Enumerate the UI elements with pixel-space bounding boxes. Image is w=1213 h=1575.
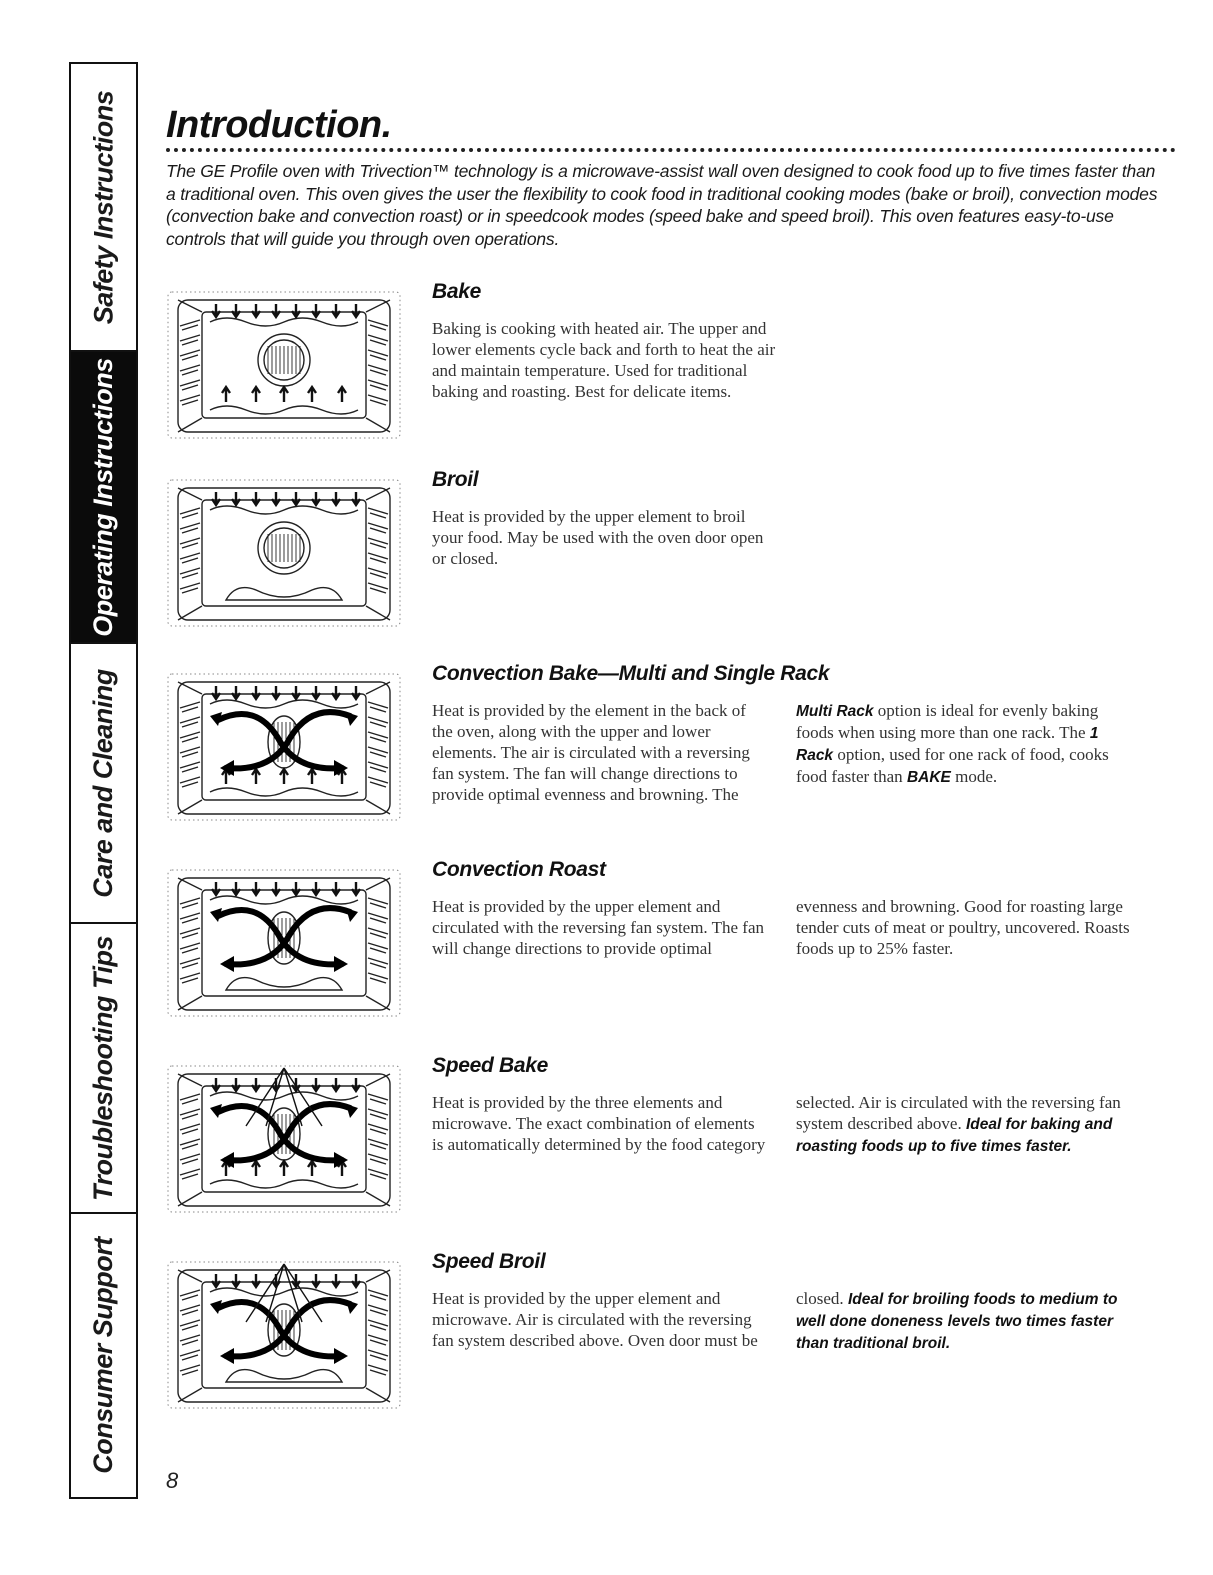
oven-speed-broil-icon xyxy=(166,1260,402,1410)
body-text: Heat is provided by the three elements and microwave. The exact combination of elements is automatically determined by the food category selected. Air is circulated with the reversing fan system described above. xyxy=(432,1093,1121,1154)
mode-description xyxy=(432,506,777,569)
mode-description xyxy=(432,1092,1132,1157)
tab-care-and-cleaning[interactable] xyxy=(71,644,136,924)
tab-consumer-support[interactable] xyxy=(71,1214,136,1497)
mode-section-convection-bake xyxy=(166,662,1166,842)
mode-heading: Convection Bake—Multi and Single Rack xyxy=(432,662,830,685)
oven-broil-icon xyxy=(166,478,402,628)
mode-heading: Speed Broil xyxy=(432,1250,546,1273)
intro-paragraph: The GE Profile oven with Trivection™ technology is a microwave-assist wall oven designed to cook food up to five times faster than a traditional oven. This oven gives the user the flexibility to cook food in traditional cooking modes (bake or broil), convection modes (convection bake and convection roast) or in speedcook modes (speed bake and speed broil). This oven features easy-to-use controls that will guide you through oven operations. xyxy=(166,161,1158,249)
body-text: Heat is provided by the upper element and microwave. Air is circulated with the reversing fan system described above. Oven door must be closed. xyxy=(432,1289,848,1350)
tab-label: Safety Instructions xyxy=(88,90,118,324)
mode-description xyxy=(432,318,777,402)
mode-description xyxy=(432,700,1132,805)
tab-label: Consumer Support xyxy=(88,1237,119,1474)
body-text: Heat is provided by the element in the back of the oven, along with the upper and lower elements. The air is circulated with a reversing fan system. The fan will change directions to provide optimal evenness and browning. The xyxy=(432,701,750,804)
mode-section-speed-broil xyxy=(166,1250,1166,1430)
oven-speed-bake-icon xyxy=(166,1064,402,1214)
emphasized-text: Ideal for baking and roasting foods up to five times faster. xyxy=(796,1116,1113,1155)
body-text: option, used for one rack of food, cooks food faster than xyxy=(796,745,1109,786)
tab-label: Care and Cleaning xyxy=(88,668,118,898)
tab-troubleshooting-tips[interactable] xyxy=(71,924,136,1214)
mode-section-broil xyxy=(166,468,1166,648)
title-divider xyxy=(166,148,1176,152)
tab-label: Operating Instructions xyxy=(88,357,118,637)
tab-safety-instructions[interactable] xyxy=(71,64,136,352)
mode-description xyxy=(432,1288,1132,1354)
mode-section-bake xyxy=(166,280,1166,460)
section-tab-bar xyxy=(69,62,138,1499)
oven-bake-icon xyxy=(166,290,402,440)
mode-heading: Bake xyxy=(432,280,482,303)
oven-convection-roast-icon xyxy=(166,868,402,1018)
emphasized-text: Ideal for broiling foods to medium to well done doneness levels two times faster than traditional broil. xyxy=(796,1291,1118,1352)
body-text: option is ideal for evenly baking foods when using more than one rack. The xyxy=(796,701,1099,742)
mode-section-convection-roast xyxy=(166,858,1166,1038)
page-title: Introduction. xyxy=(166,104,392,146)
mode-heading: Speed Bake xyxy=(432,1054,549,1077)
oven-convection-bake-icon xyxy=(166,672,402,822)
mode-heading: Convection Roast xyxy=(432,858,606,881)
body-text: mode. xyxy=(950,767,998,786)
body-text: Baking is cooking with heated air. The upper and lower elements cycle back and forth to heat the air and maintain temperature. Used for traditional baking and roasting. Best for delicate items. xyxy=(432,319,776,401)
body-text: Heat is provided by the upper element to broil your food. May be used with the oven door open or closed. xyxy=(432,507,764,568)
emphasized-text: BAKE xyxy=(906,769,951,786)
mode-description xyxy=(432,896,1132,959)
emphasized-text: 1 Rack xyxy=(796,725,1099,764)
tab-label: Troubleshooting Tips xyxy=(88,935,118,1201)
body-text: Heat is provided by the upper element and circulated with the reversing fan system. The fan will change directions to provide optimal evenness and browning. Good for roasting large tender cuts of meat or poultry, uncovered. Roasts foods up to 25% faster. xyxy=(432,897,1130,958)
page-number: 8 xyxy=(166,1468,179,1493)
tab-operating-instructions[interactable] xyxy=(71,352,136,644)
mode-section-speed-bake xyxy=(166,1054,1166,1234)
mode-heading: Broil xyxy=(432,468,479,491)
emphasized-text: Multi Rack xyxy=(796,703,874,720)
